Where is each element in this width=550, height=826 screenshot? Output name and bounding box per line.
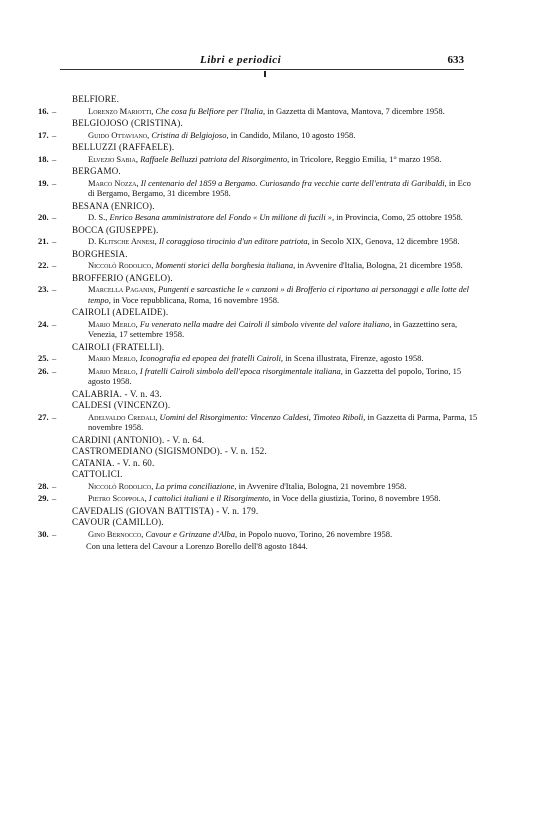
bibliography-entry	[38, 177, 478, 199]
entry-dash: –	[52, 212, 57, 222]
running-header	[60, 54, 464, 68]
entry-title: Che cosa fu Belfiore per l'Italia,	[155, 105, 266, 116]
bibliography-entry	[38, 129, 478, 141]
entry-author: Gino Bernocco,	[88, 528, 144, 539]
entry-title: Pungenti e sarcastiche le « canzoni » di Brofferio ci riportano ai personaggi e alle lotte del tempo,	[88, 284, 469, 305]
entry-author: D. S.,	[88, 212, 108, 222]
entry-dash: –	[52, 284, 57, 294]
entry-number: 25.	[38, 353, 49, 363]
page-number: 633	[447, 54, 464, 66]
entry-title: Cavour e Grinzane d'Alba,	[145, 528, 238, 539]
entry-author: Pietro Scoppola,	[88, 493, 147, 503]
entry-source: in Voce della giustizia, Torino, 8 novembre 1958.	[272, 493, 441, 503]
subject-heading: BELFIORE.	[72, 94, 120, 104]
entry-number: 21.	[38, 236, 49, 246]
entry-author: Niccolò Rodolico,	[88, 480, 154, 491]
entry-source: in Secolo XIX, Genova, 12 dicembre 1958.	[311, 236, 460, 246]
entry-dash: –	[52, 365, 57, 376]
entry-title: Il coraggioso tirocinio d'un editore patriota,	[158, 236, 310, 246]
entry-source: in Voce repubblicana, Roma, 16 novembre 1958.	[113, 294, 280, 305]
entry-author: Elvezio Sabia,	[88, 153, 138, 164]
bibliography-entry	[38, 480, 478, 492]
entry-source: in Gazzetta del popolo, Torino, 15 agosto 1958.	[88, 365, 462, 386]
entry-number: 30.	[38, 528, 49, 539]
entry-dash: –	[52, 493, 57, 503]
entry-title: Momenti storici della borghesia italiana,	[155, 260, 296, 270]
entry-author: Lorenzo Mariotti,	[88, 105, 154, 116]
entry-author: Mario Merlo,	[88, 318, 138, 329]
subject-heading: BORGHESIA.	[72, 248, 128, 259]
entry-source: in Avvenire d'Italia, Bologna, 21 dicembre 1958.	[297, 260, 463, 270]
entry-dash: –	[52, 318, 57, 329]
running-title: Libri e periodici	[200, 54, 282, 66]
subject-heading: BROFFERIO (ANGELO).	[72, 272, 173, 283]
subject-heading: CATANIA. - V. n. 60.	[72, 457, 155, 468]
bibliography-entry	[38, 212, 478, 223]
entry-dash: –	[52, 480, 57, 491]
entry-title: Iconografia ed epopea dei fratelli Cairoli,	[139, 353, 284, 363]
entry-dash: –	[52, 129, 57, 140]
entry-dash: –	[52, 411, 57, 422]
entry-number: 17.	[38, 129, 49, 140]
entry-dash: –	[52, 153, 57, 164]
entry-source: in Avvenire d'Italia, Bologna, 21 novembre 1958.	[238, 480, 407, 491]
header-mark	[264, 71, 266, 77]
entry-source: in Gazzetta di Mantova, Mantova, 7 dicembre 1958.	[267, 105, 445, 116]
bibliography-entry	[38, 528, 478, 540]
bibliography-entry	[38, 105, 478, 117]
bibliography-entry	[38, 284, 478, 305]
subject-heading: BERGAMO.	[72, 166, 121, 176]
entry-source: in Tricolore, Reggio Emilia, 1° marzo 1958.	[291, 153, 442, 164]
subject-heading: BELLUZZI (RAFFAELE).	[72, 142, 175, 152]
entry-title: Enrico Besana amministratore del Fondo « Un milione di fucili »,	[109, 212, 335, 222]
entry-dash: –	[52, 260, 57, 270]
subject-heading: CAIROLI (FRATELLI).	[72, 341, 165, 352]
entry-dash: –	[52, 177, 57, 188]
entry-number: 20.	[38, 212, 49, 222]
bibliography-entry	[38, 236, 478, 247]
bibliography-entry	[38, 153, 478, 165]
entry-author: Marco Nozza,	[88, 177, 139, 188]
entry-author: D. Klitsche Annesi,	[88, 236, 157, 246]
entry-author: Mario Merlo,	[88, 353, 138, 363]
entry-number: 26.	[38, 365, 49, 376]
entry-source: in Scena illustrata, Firenze, agosto 1958.	[285, 353, 424, 363]
entry-source: in Candido, Milano, 10 agosto 1958.	[230, 129, 356, 140]
entry-number: 22.	[38, 260, 49, 270]
entry-note: Con una lettera del Cavour a Lorenzo Borello dell'8 agosto 1844.	[86, 541, 308, 551]
entry-title: Raffaele Belluzzi patriota del Risorgimento,	[140, 153, 290, 164]
entry-title: Uomini del Risorgimento: Vincenzo Caldesi, Timoteo Riboli,	[159, 411, 366, 422]
bibliography-entry	[38, 493, 478, 504]
entry-author: Marcella Paganin,	[88, 284, 156, 294]
subject-heading: CALDESI (VINCENZO).	[72, 400, 171, 410]
entry-title: I cattolici italiani e il Risorgimento,	[148, 493, 271, 503]
entry-number: 18.	[38, 153, 49, 164]
entry-author: Guido Ottaviano,	[88, 129, 150, 140]
subject-heading: CALABRIA. - V. n. 43.	[72, 388, 162, 399]
subject-heading: CARDINI (ANTONIO). - V. n. 64.	[72, 434, 205, 445]
entry-title: La prima conciliazione,	[155, 480, 237, 491]
entry-author: Mario Merlo,	[88, 365, 138, 376]
subject-heading: BOCCA (GIUSEPPE).	[72, 224, 159, 235]
header-rule	[60, 69, 464, 70]
entry-title: Il centenario del 1859 a Bergamo. Curiosando fra vecchie carte dell'entrata di Garibaldi,	[140, 177, 447, 188]
entry-source: in Provincia, Como, 25 ottobre 1958.	[336, 212, 463, 222]
bibliography-entry	[38, 411, 478, 433]
subject-heading: CAVEDALIS (GIOVAN BATTISTA) - V. n. 179.	[72, 505, 259, 516]
subject-heading: BESANA (ENRICO).	[72, 200, 155, 211]
entry-author: Adelvaldo Credali,	[88, 411, 158, 422]
subject-heading: CAIROLI (ADELAIDE).	[72, 307, 169, 317]
bibliography-list	[38, 94, 478, 552]
entry-dash: –	[52, 528, 57, 539]
subject-heading: CAVOUR (CAMILLO).	[72, 517, 164, 527]
subject-heading: CASTROMEDIANO (SIGISMONDO). - V. n. 152.	[72, 446, 267, 456]
entry-source: in Gazzetta di Parma, Parma, 15 novembre 1958.	[88, 411, 478, 432]
entry-author: Niccolò Rodolico,	[88, 260, 154, 270]
bibliography-entry	[38, 365, 478, 387]
entry-number: 29.	[38, 493, 49, 503]
bibliography-entry	[38, 260, 478, 271]
entry-source: in Eco di Bergamo, Bergamo, 31 dicembre 1958.	[88, 177, 471, 198]
entry-number: 27.	[38, 411, 49, 422]
entry-title: I fratelli Cairoli simbolo dell'epoca risorgimentale italiana,	[139, 365, 343, 376]
entry-dash: –	[52, 353, 57, 363]
entry-source: in Gazzettino sera, Venezia, 17 settembre 1958.	[88, 318, 458, 339]
entry-number: 28.	[38, 480, 49, 491]
bibliography-entry	[38, 353, 478, 364]
entry-title: Cristina di Belgiojoso,	[151, 129, 229, 140]
entry-dash: –	[52, 105, 57, 116]
entry-number: 23.	[38, 284, 49, 294]
entry-number: 24.	[38, 318, 49, 329]
subject-heading: CATTOLICI.	[72, 469, 123, 479]
subject-heading: BELGIOJOSO (CRISTINA).	[72, 118, 183, 128]
entry-number: 16.	[38, 105, 49, 116]
bibliography-entry	[38, 318, 478, 340]
entry-source: in Popolo nuovo, Torino, 26 novembre 1958.	[239, 528, 393, 539]
entry-number: 19.	[38, 177, 49, 188]
entry-dash: –	[52, 236, 57, 246]
entry-title: Fu venerato nella madre dei Cairoli il simbolo vivente del valore italiano,	[139, 318, 392, 329]
